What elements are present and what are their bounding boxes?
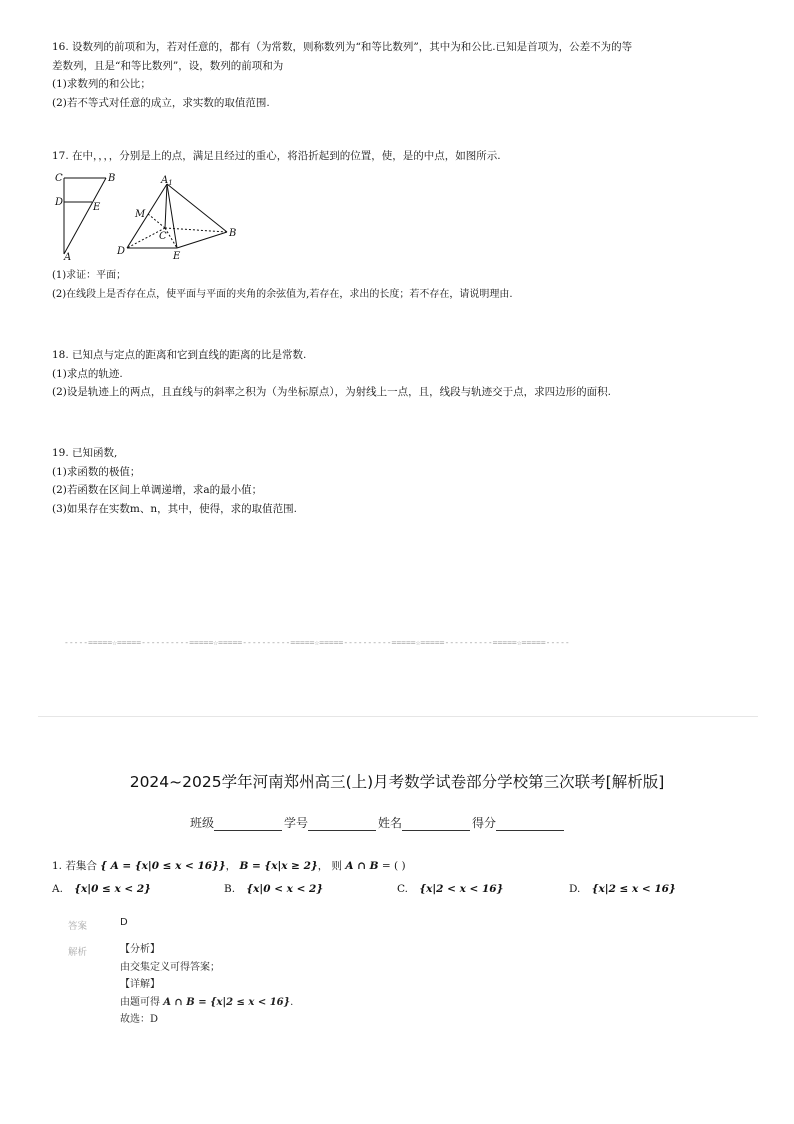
class-field[interactable] <box>190 814 284 831</box>
option-A[interactable] <box>52 883 151 895</box>
option-C-label: C. <box>397 883 408 895</box>
section-divider: -----=====☆=====----------=====☆=====----------=====☆=====----------=====☆=====----------=====☆=====----- <box>64 638 570 647</box>
question-18 <box>52 346 752 402</box>
answer-value: D <box>120 917 128 928</box>
question-17-parts <box>52 267 752 304</box>
q1-sep: ， <box>225 860 240 872</box>
question-1 <box>52 857 406 875</box>
answer-label: 答案 <box>68 921 88 932</box>
label-A-left: A <box>64 252 72 260</box>
name-label: 姓名 <box>378 816 403 830</box>
page-separator-line <box>38 716 758 717</box>
option-B[interactable] <box>224 883 323 895</box>
q18-line2: (1)求点的轨迹. <box>52 367 123 380</box>
question-19 <box>52 444 752 518</box>
option-A-label: A. <box>52 883 63 895</box>
label-B-right: B <box>229 228 237 239</box>
q1-setB: B = {x|x ≥ 2} <box>239 860 318 872</box>
option-D-label: D. <box>569 883 581 895</box>
option-C[interactable] <box>397 883 503 895</box>
q17-line2: (1)求证：平面； <box>52 270 127 281</box>
class-label: 班级 <box>190 816 215 830</box>
label-E-right: E <box>173 251 181 262</box>
analysis-line-1: 【分析】 <box>120 944 160 955</box>
id-label: 学号 <box>284 816 309 830</box>
q1-mid: ， 则 <box>317 860 346 872</box>
analysis-body <box>120 941 293 1029</box>
analysis-line-2: 由交集定义可得答案； <box>120 961 220 973</box>
q18-line3: (2)设是轨迹上的两点，且直线与的斜率之积为（为坐标原点），为射线上一点，且，线段与轨迹交于点，求四边形的面积. <box>52 386 611 398</box>
q19-line3: (2)若函数在区间上单调递增，求a的最小值； <box>52 484 263 496</box>
q19-line4: (3)如果存在实数m、n，其中，使得，求的取值范围. <box>52 502 297 515</box>
page-title: 2024~2025学年河南郑州高三(上)月考数学试卷部分学校第三次联考[解析版] <box>129 773 665 791</box>
analysis-math: A ∩ B = {x|2 ≤ x < 16} <box>163 996 291 1008</box>
label-A1-right: $A_1$ <box>161 175 173 187</box>
q19-line1: 19. 已知函数, <box>52 447 118 459</box>
q16-line3: (1)求数列的和公比； <box>52 78 151 90</box>
q1-expr: A ∩ B <box>345 860 379 872</box>
name-field[interactable] <box>378 814 472 831</box>
q16-line4: (2)若不等式对任意的成立，求实数的取值范围. <box>52 96 270 109</box>
id-field[interactable] <box>284 814 378 831</box>
analysis-line-4: 由题可得 A ∩ B = {x|2 ≤ x < 16}. <box>120 996 294 1008</box>
score-label: 得分 <box>472 816 497 830</box>
option-A-text: {x|0 ≤ x < 2} <box>74 883 151 895</box>
q1-setA: { A = {x|0 ≤ x < 16}} <box>100 860 226 872</box>
question-16 <box>52 38 752 112</box>
q17-line3: (2)在线段上是否存在点，使平面与平面的夹角的余弦值为,若存在，求出的长度；若不存在，请说明理由. <box>52 288 513 300</box>
label-C-right: C <box>159 231 167 242</box>
option-B-text: {x|0 < x < 2} <box>246 883 324 895</box>
option-D-text: {x|2 ≤ x < 16} <box>591 883 676 895</box>
option-B-label: B. <box>224 883 236 895</box>
student-info-row <box>190 814 610 831</box>
q18-line1: 18. 已知点与定点的距离和它到直线的距离的比是常数. <box>52 349 307 361</box>
label-B-left: B <box>108 173 116 184</box>
pyramid-figure <box>115 172 245 262</box>
triangle-figure <box>52 170 122 260</box>
q1-prefix: 1. 若集合 <box>52 860 97 872</box>
label-D-left: D <box>55 197 64 208</box>
q16-line2: 差数列，且是“和等比数列”，设，数列的前项和为 <box>52 59 284 72</box>
q1-end: = ( ) <box>378 860 406 872</box>
analysis-line-5: 故选：D <box>120 1014 159 1025</box>
analysis-line-3: 【详解】 <box>120 979 160 990</box>
option-C-text: {x|2 < x < 16} <box>419 883 504 895</box>
label-D-right: D <box>117 246 126 257</box>
label-C-left: C <box>55 173 63 184</box>
label-M-right: M <box>135 209 146 220</box>
question-17 <box>52 147 752 166</box>
label-E-left: E <box>93 202 101 213</box>
option-D[interactable] <box>569 883 676 895</box>
q16-line1: 16. 设数列的前项和为，若对任意的，都有（为常数，则称数列为“和等比数列”，其中为和公比.已知是首项为，公差不为的等 <box>52 41 633 53</box>
q17-line1: 17. 在中，，，，分别是上的点，满足且经过的重心，将沿折起到的位置，使，是的中点，如图所示. <box>52 150 501 162</box>
q19-line2: (1)求函数的极值； <box>52 465 141 478</box>
analysis-label: 解析 <box>68 947 88 958</box>
score-field[interactable] <box>472 814 566 831</box>
